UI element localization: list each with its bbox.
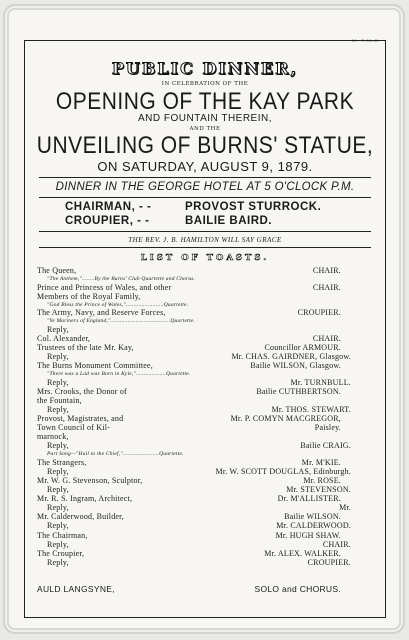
toast-row bbox=[47, 522, 351, 530]
toast-name: Provost, Magistrates, and bbox=[37, 413, 124, 423]
toast-row bbox=[37, 284, 341, 292]
toast-speaker: Mr. ROSE. bbox=[303, 475, 341, 485]
toast-speaker: Mr. CHAS. GAIRDNER, Glasgow. bbox=[231, 351, 351, 361]
toast-name: The Army, Navy, and Reserve Forces, bbox=[37, 308, 166, 318]
toast-name: Mr. Calderwood, Builder, bbox=[37, 512, 124, 522]
toast-row bbox=[37, 477, 341, 485]
toast-speaker: Dr. M'ALLISTER. bbox=[277, 494, 341, 504]
toast-row bbox=[37, 424, 341, 432]
croupier-name: BAILIE BAIRD. bbox=[185, 215, 272, 227]
toast-speaker: Mr. THOS. STEWART. bbox=[271, 404, 351, 414]
fountain-line: AND FOUNTAIN THEREIN, bbox=[137, 113, 273, 124]
toast-speaker: Mr. TURNBULL. bbox=[290, 377, 351, 387]
toast-row bbox=[37, 388, 341, 396]
toast-name: Reply, bbox=[47, 466, 69, 476]
toast-speaker: CROUPIER. bbox=[307, 557, 351, 567]
toast-name: Reply, bbox=[47, 441, 69, 451]
toast-name: Reply, bbox=[47, 324, 69, 334]
toast-name: Mrs. Crooks, the Donor of bbox=[37, 386, 127, 396]
divider bbox=[39, 231, 371, 232]
toast-name: Part Song—"Hail to the Chief,".......................Quartette. bbox=[47, 451, 184, 458]
divider bbox=[39, 177, 371, 178]
toast-row bbox=[47, 326, 351, 334]
toast-name: Reply, bbox=[47, 557, 69, 567]
toast-name: the Fountain, bbox=[37, 395, 82, 405]
toast-speaker: Councillor ARMOUR. bbox=[264, 342, 341, 352]
toast-row bbox=[47, 353, 351, 361]
toast-row bbox=[37, 495, 341, 503]
toast-name: "God Bless the Prince of Wales,"........................Quartette. bbox=[47, 301, 189, 308]
toast-name: "Ye Mariners of England,"......................................Quartette. bbox=[47, 318, 195, 325]
chairman-name: PROVOST STURROCK. bbox=[185, 201, 322, 213]
toast-speaker: CHAIR. bbox=[312, 333, 341, 343]
toast-name: Reply, bbox=[47, 485, 69, 494]
toast-speaker: CROUPIER. bbox=[297, 308, 341, 318]
toast-music-note bbox=[47, 318, 351, 324]
toast-row bbox=[37, 513, 341, 521]
toast-speaker: Bailie WILSON. bbox=[284, 512, 341, 522]
toast-name: Reply, bbox=[47, 503, 69, 513]
toast-speaker: Bailie CRAIG. bbox=[300, 441, 351, 451]
toast-row bbox=[37, 344, 341, 352]
toast-row bbox=[37, 362, 341, 370]
toast-row bbox=[47, 486, 351, 494]
toast-name: The Burns Monument Committee, bbox=[37, 361, 154, 370]
toast-name: marnock, bbox=[37, 432, 69, 442]
toast-row bbox=[47, 559, 351, 567]
dinner-line: DINNER IN THE GEORGE HOTEL AT 5 O'CLOCK P.M. bbox=[55, 181, 355, 193]
toast-speaker: Mr. ALEX. WALKER. bbox=[264, 548, 341, 558]
toast-speaker: Bailie CUTHBERTSON. bbox=[256, 386, 341, 396]
croupier-label: CROUPIER, - - bbox=[65, 215, 150, 227]
printer-mark: M. T.M.H. bbox=[351, 38, 381, 43]
toast-music-note bbox=[47, 371, 351, 377]
toast-name: The Queen, bbox=[37, 266, 77, 275]
toast-row bbox=[47, 406, 351, 414]
toast-speaker: Bailie WILSON, Glasgow. bbox=[250, 361, 341, 370]
toast-name: "There was a Lad was Born in Kyle,"...................Quartette. bbox=[47, 371, 191, 378]
toast-name: Mr. W. G. Stevenson, Sculptor, bbox=[37, 475, 143, 485]
toast-speaker: Mr. STEVENSON. bbox=[286, 485, 351, 494]
event-date: ON SATURDAY, AUGUST 9, 1879. bbox=[97, 159, 313, 174]
divider bbox=[39, 197, 371, 198]
toast-row bbox=[37, 309, 341, 317]
toast-music-note bbox=[47, 451, 351, 457]
toast-speaker: CHAIR. bbox=[312, 266, 341, 275]
toast-row bbox=[37, 267, 341, 275]
toast-speaker: Mr. W. SCOTT DOUGLAS, Edinburgh. bbox=[215, 466, 351, 476]
toast-row bbox=[47, 541, 351, 549]
divider bbox=[39, 247, 371, 248]
toast-name: The Strangers, bbox=[37, 457, 87, 467]
closing-toast-name: AULD LANGSYNE, bbox=[37, 584, 115, 594]
toast-name: Reply, bbox=[47, 521, 69, 531]
toasts-title: LIST OF TOASTS. bbox=[140, 253, 270, 263]
toast-speaker: Mr. CALDERWOOD. bbox=[276, 521, 351, 531]
toast-row bbox=[37, 293, 341, 301]
toast-name: The Chairman, bbox=[37, 530, 88, 540]
toast-row bbox=[37, 397, 341, 405]
toast-name: Members of the Royal Family, bbox=[37, 291, 141, 301]
and-the-line: AND THE bbox=[189, 126, 221, 132]
chairman-label: CHAIRMAN, - - bbox=[65, 201, 152, 213]
closing-toast bbox=[37, 584, 341, 594]
toast-row bbox=[37, 415, 341, 423]
card-frame bbox=[24, 40, 386, 618]
toast-speaker: Mr. HUGH SHAW. bbox=[275, 530, 341, 540]
closing-toast-performer: SOLO and CHORUS. bbox=[254, 584, 341, 594]
toast-name: Town Council of Kil- bbox=[37, 423, 110, 432]
toast-music-note bbox=[47, 302, 351, 308]
toast-speaker: Paisley. bbox=[314, 423, 341, 432]
toast-name: Reply, bbox=[47, 404, 69, 414]
toast-name: The Croupier, bbox=[37, 548, 85, 558]
toast-name: Reply, bbox=[47, 377, 69, 387]
toast-name: Mr. R. S. Ingram, Architect, bbox=[37, 494, 133, 504]
toast-speaker: CHAIR. bbox=[322, 539, 351, 549]
unveiling-heading: UNVEILING OF BURNS' STATUE, bbox=[36, 132, 374, 159]
toast-speaker: Mr. bbox=[339, 503, 351, 513]
toast-row bbox=[37, 459, 341, 467]
toast-name: Reply, bbox=[47, 539, 69, 549]
toast-name: Prince and Princess of Wales, and other bbox=[37, 282, 172, 292]
celebration-line: IN CELEBRATION OF THE bbox=[161, 81, 249, 87]
toast-row bbox=[37, 335, 341, 343]
toast-name: Col. Alexander, bbox=[37, 333, 91, 343]
toast-row bbox=[47, 504, 351, 512]
toast-speaker: Mr. P. COMYN MACGREGOR, bbox=[230, 413, 341, 423]
grace-line: THE REV. J. B. HAMILTON WILL SAY GRACE bbox=[128, 236, 282, 244]
toast-card bbox=[9, 10, 399, 628]
toast-name: Trustees of the late Mr. Kay, bbox=[37, 342, 134, 352]
toast-row bbox=[37, 550, 341, 558]
toast-row bbox=[47, 468, 351, 476]
toast-row bbox=[47, 442, 351, 450]
toast-name: Reply, bbox=[47, 351, 69, 361]
toast-row bbox=[37, 532, 341, 540]
toast-speaker: CHAIR. bbox=[312, 282, 341, 292]
toast-speaker: Mr. M'KIE. bbox=[301, 457, 341, 467]
page-title: PUBLIC DINNER, bbox=[111, 59, 299, 78]
toast-name: "The Anthem,"........By the Burns' Club Quartette and Chorus. bbox=[47, 276, 196, 283]
toast-row bbox=[37, 433, 341, 441]
toast-row bbox=[47, 379, 351, 387]
opening-heading: OPENING OF THE KAY PARK bbox=[55, 88, 355, 115]
toast-music-note bbox=[47, 276, 351, 282]
